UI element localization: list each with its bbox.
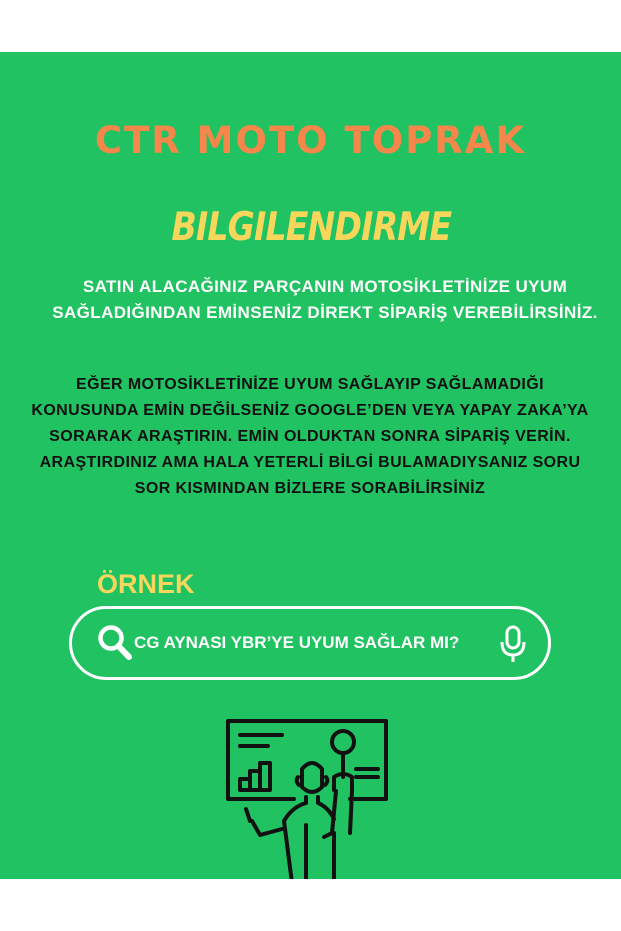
presenter-whiteboard-icon <box>222 717 392 879</box>
info-heading: BILGILENDIRME <box>171 205 452 250</box>
example-label: ÖRNEK <box>97 569 195 599</box>
search-icon <box>96 623 134 663</box>
example-search-bar <box>69 606 551 680</box>
intro-paragraph: SATIN ALACAĞINIZ PARÇANIN MOTOSİKLETİNİZE UYUM SAĞLADIĞINDAN EMİNSENİZ DİREKT SİPARİŞ VEREBİLİRSİNİZ. <box>52 277 598 322</box>
info-banner <box>0 52 621 879</box>
brand-title: CTR MOTO TOPRAK <box>94 119 527 162</box>
instructions-paragraph: EĞER MOTOSİKLETİNİZE UYUM SAĞLAYIP SAĞLAMADIĞI KONUSUNDA EMİN DEĞİLSENİZ GOOGLE’DEN VEYA YAPAY ZAKA’YA SORARAK ARAŞTIRIN. EMİN OLDUKTAN SONRA SİPARİŞ VERİN. ARAŞTIRDINIZ AMA HALA YETERLİ BİLGİ BULAMADIYSANIZ SORU SOR KISMINDAN BİZLERE SORABİLİRSİNİZ <box>31 376 589 497</box>
microphone-icon <box>498 625 528 665</box>
example-query: CG AYNASI YBR’YE UYUM SAĞLAR MI? <box>134 633 460 652</box>
